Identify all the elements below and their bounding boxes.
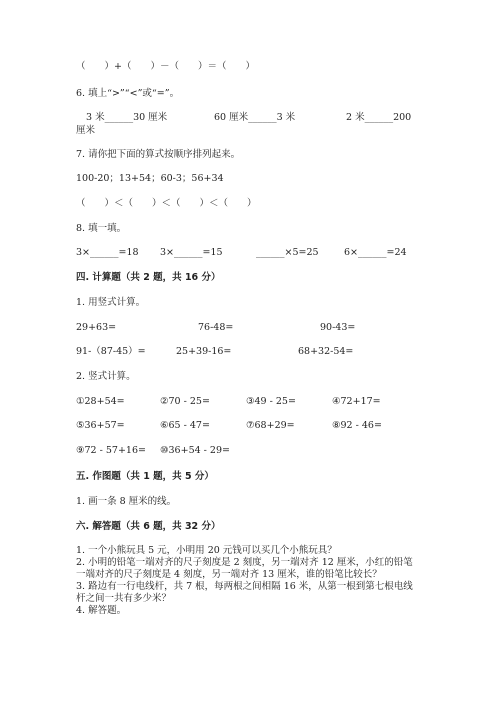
section5-heading: 五. 作图题（共 1 题，共 5 分） — [76, 471, 214, 482]
q7-title: 7. 请你把下面的算式按顺序排列起来。 — [76, 149, 241, 160]
s6-line-5: 杆之间一共有多少米？ — [76, 593, 172, 604]
s6-line-4: 3. 路边有一行电线杆，共 7 根，每两根之间相隔 16 米，从第一根到第七根电线 — [76, 581, 413, 592]
q8-title: 8. 填一填。 — [76, 223, 127, 234]
s4-q2-item-5: ⑤36+57= — [76, 420, 125, 431]
q6-title: 6. 填上“>”“<”或“=”。 — [76, 88, 180, 99]
s4-q2-item-10: ⑩36+54 - 29= — [160, 445, 230, 456]
s4-q2-item-9: ⑨72 - 57+16= — [76, 445, 146, 456]
s4-q2-item-2: ②70 - 25= — [160, 396, 210, 407]
s6-line-3: 一端对齐的尺子刻度是 4 刻度，另一端对齐 13 厘米，谁的铅笔比较长？ — [76, 569, 382, 580]
s6-line-1: 1. 一个小熊玩具 5 元，小明用 20 元钱可以买几个小熊玩具？ — [76, 545, 337, 556]
top-blank-equation: （ ）+（ ）－（ ）＝（ ） — [76, 61, 255, 72]
s6-line-2: 2. 小明的铅笔一端对齐的尺子刻度是 2 刻度，另一端对齐 12 厘米，小红的铅笔 — [76, 557, 413, 568]
section6-heading: 六. 解答题（共 6 题，共 32 分） — [76, 521, 221, 532]
q6-item-3: 2 米______200 — [346, 112, 412, 123]
s4-q2-item-3: ③49 - 25= — [246, 396, 296, 407]
s4-q1-title: 1. 用竖式计算。 — [76, 297, 146, 308]
q8-item-4: 6×______=24 — [344, 247, 407, 258]
q6-wrap: 厘米 — [76, 125, 96, 136]
s4-q1-item-2: 76-48= — [198, 322, 234, 333]
q8-item-3: ______×5=25 — [256, 247, 319, 258]
s6-line-6: 4. 解答题。 — [76, 605, 127, 616]
s4-q1-item-5: 25+39-16= — [176, 346, 232, 357]
q7-expressions: 100-20；13+54；60-3；56+34 — [76, 173, 224, 184]
s4-q1-item-1: 29+63= — [76, 322, 117, 333]
q8-item-1: 3×______=18 — [76, 247, 139, 258]
q6-item-1: 3 米______30 厘米 — [86, 112, 168, 123]
s4-q1-item-6: 68+32-54= — [298, 346, 354, 357]
s4-q2-item-7: ⑦68+29= — [246, 420, 295, 431]
s4-q1-item-4: 91-（87-45）= — [76, 346, 146, 357]
s4-q2-item-8: ⑧92 - 46= — [332, 420, 382, 431]
q7-order-blanks: （ ）＜（ ）＜（ ）＜（ ） — [76, 198, 257, 209]
q8-item-2: 3×______=15 — [160, 247, 223, 258]
s4-q2-item-1: ①28+54= — [76, 396, 125, 407]
q6-item-2: 60 厘米______3 米 — [214, 112, 296, 123]
section4-heading: 四. 计算题（共 2 题，共 16 分） — [76, 272, 221, 283]
s4-q1-item-3: 90-43= — [320, 322, 356, 333]
s4-q2-title: 2. 竖式计算。 — [76, 371, 136, 382]
s4-q2-item-4: ④72+17= — [332, 396, 381, 407]
s4-q2-item-6: ⑥65 - 47= — [160, 420, 210, 431]
s5-q1: 1. 画一条 8 厘米的线。 — [76, 496, 177, 507]
